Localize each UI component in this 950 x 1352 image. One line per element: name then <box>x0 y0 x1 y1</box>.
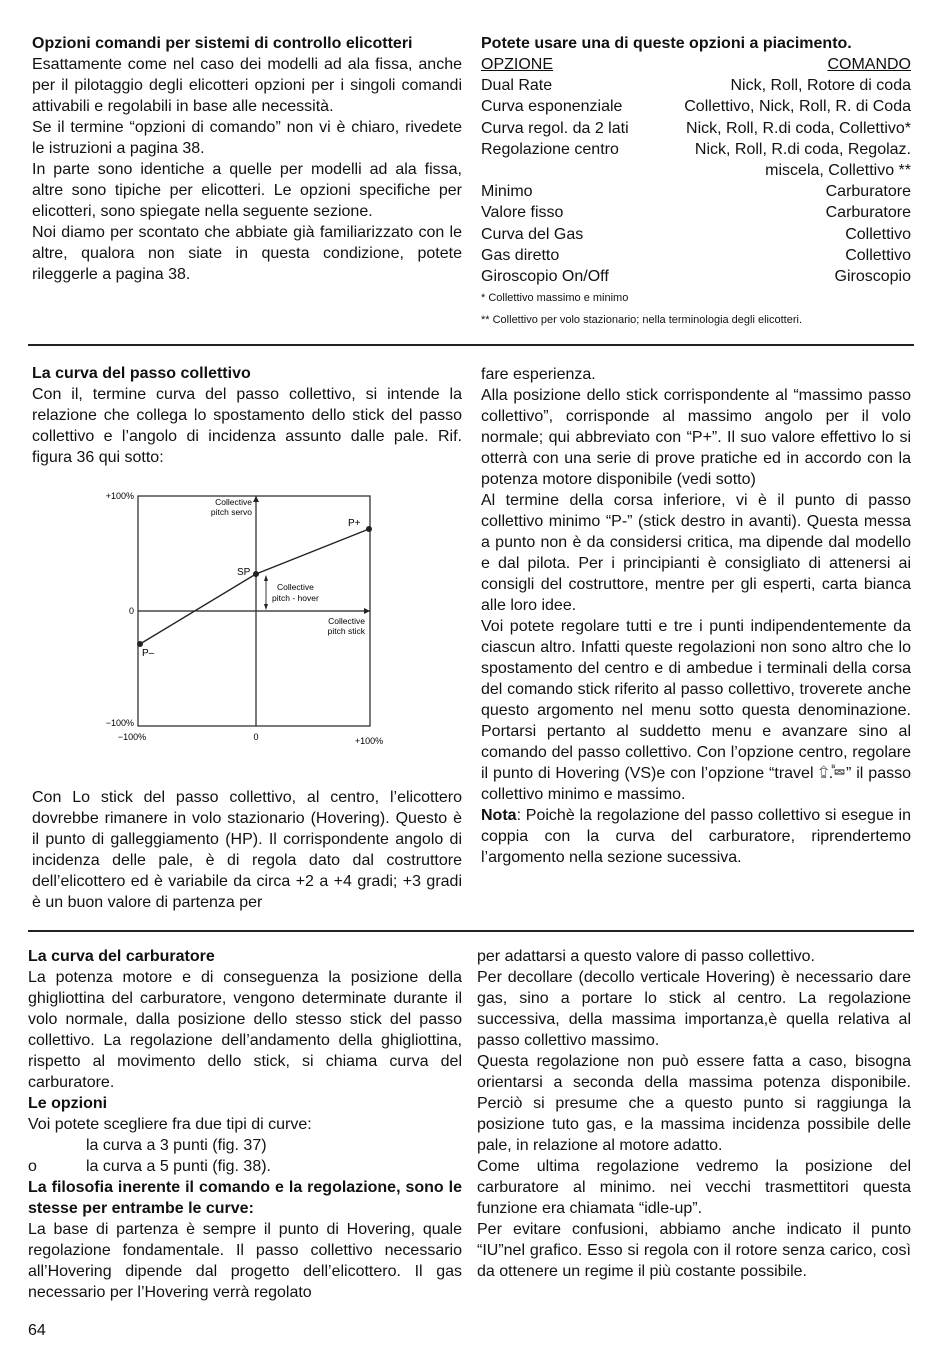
command-cell: Nick, Roll, R.di coda, Collettivo* <box>686 119 911 137</box>
paragraph: Con Lo stick del passo collettivo, al centro, l’elicottero dovrebbe rimanere in volo stazionario (Hovering). Questo è il punto di galleggiamento (HP). Il corrispondente angolo di incidenza delle pale, è di regola dato dal costruttore dell’elicottero ed è variabile da circa +2 a +4 gradi; +3 gradi è un buon valore di partenza per <box>32 789 462 911</box>
paragraph: La base di partenza è sempre il punto di Hovering, quale regolazione fondamentale. Il passo collettivo necessario all’Hovering dipende dal progetto dell’elicottero. Il gas necessario per l’Hovering verrà regolato <box>28 1221 462 1301</box>
hover-label-line1: Collective <box>277 582 314 592</box>
paragraph: per adattarsi a questo valore di passo collettivo. <box>477 948 815 965</box>
note-text: : Poichè la regolazione del passo collettivo si esegue in coppia con la curva del carburatore, riprendertemo l’argomento nella sezione sucessiva. <box>481 807 911 866</box>
stick-label-line2: pitch stick <box>327 626 365 636</box>
option-cell: Valore fisso <box>481 204 564 222</box>
section3-left-column <box>28 946 462 1303</box>
table-row <box>481 160 911 181</box>
footnote-1: * Collettivo massimo e minimo <box>481 292 629 305</box>
command-cell: Giroscopio <box>834 268 911 286</box>
axis-arrow-icon <box>364 608 370 614</box>
section2-left-column <box>32 363 462 468</box>
paragraph: Per evitare confusioni, abbiamo anche indicato il punto “IU”nel grafico. Esso si regola con il rotore senza carico, così da ottenere un regime il più costante possibile. <box>477 1221 911 1280</box>
list-item <box>28 1156 462 1177</box>
x-mid-label: 0 <box>253 732 259 742</box>
paragraph: Voi potete regolare tutti e tre i punti indipendentemente da ciascun altro. Infatti queste regolazioni non sono altro che lo spostamento del centro e di ambedue i terminali della corsa del comando stick riferito al passo collettivo, troverete anche questo argomento nel menu sotto questa denominazione. Portarsi pertanto al suddetto menu e avanzare sino al comando del passo collettivo. Con l’opzione centro, regolare il punto di Hovering (VS)e con l’opzione “travel ⮸.ⷡ⮹” il passo collettivo minimo e massimo. <box>481 618 911 803</box>
paragraph: Esattamente come nel caso dei modelli ad ala fissa, anche per il pilotaggio degli elicotteri opzioni per i singoli comandi attivabili e regolabili in base alle necessità. <box>32 56 462 115</box>
note-paragraph <box>481 805 911 868</box>
option-cell <box>481 160 651 181</box>
table-row <box>481 75 911 96</box>
section2-right-column <box>481 364 911 868</box>
section1-right-column <box>481 33 911 331</box>
paragraph: La potenza motore e di conseguenza la posizione della ghigliottina del carburatore, vengono determinate durante il volo normale, dalla posizione dello stesso stick del passo collettivo. La regolazione dell’andamento della ghigliottina, rispetto al movimento dello stick, si chiama curva del carburatore. <box>28 969 462 1091</box>
option-cell: Minimo <box>481 183 533 201</box>
option-cell: Curva regol. da 2 lati <box>481 119 629 137</box>
option-cell: Curva esponenziale <box>481 98 623 116</box>
section1-left-column <box>32 33 462 285</box>
table-row <box>481 245 911 266</box>
arrow-down-icon <box>264 604 268 610</box>
p-minus-label: P– <box>142 648 155 659</box>
table-row <box>481 96 911 117</box>
paragraph: fare esperienza. <box>481 366 596 383</box>
option-cell: Giroscopio On/Off <box>481 268 609 286</box>
command-cell: Collettivo <box>845 225 911 243</box>
options-heading: Opzioni comandi per sistemi di controllo elicotteri <box>32 35 413 52</box>
list-item: la curva a 3 punti (fig. 37) <box>86 1137 267 1154</box>
paragraph: Voi potete scegliere fra due tipi di curve: <box>28 1116 312 1133</box>
table-row <box>481 224 911 245</box>
paragraph: Questa regolazione non può essere fatta a caso, bisogna orientarsi a seconda della massima potenza disponibile. Perciò si presume che a questo punto si raggiunga la posizione tuto gas, e la massima incidenza possibile delle pale, in relazione al motore adatto. <box>477 1053 911 1154</box>
note-label: Nota <box>481 807 517 824</box>
paragraph: Con il, termine curva del passo collettivo, si intende la relazione che collega lo spostamento dello stick del passo collettivo e l’angolo di incidenza assunto dalle pale. Rif. figura 36 qui sotto: <box>32 386 462 466</box>
table-header-row <box>481 54 911 75</box>
table-row <box>481 139 911 160</box>
axis-arrow-icon <box>253 496 259 502</box>
option-cell: Gas diretto <box>481 246 560 264</box>
collective-pitch-heading: La curva del passo collettivo <box>32 365 251 382</box>
table-row <box>481 266 911 287</box>
option-cell: Curva del Gas <box>481 225 584 243</box>
philosophy-subheading: La filosofia inerente il comando e la regolazione, sono le stesse per entrambe le curve: <box>28 1179 462 1217</box>
servo-label-line2: pitch servo <box>210 507 252 517</box>
table-row <box>481 118 911 139</box>
command-cell: Carburatore <box>825 183 911 201</box>
paragraph: Per decollare (decollo verticale Hovering) è necessario dare gas, sino a portare lo stick al centro. La regolazione successiva, della massima importanza,è quella relativa al passo collettivo massimo. <box>477 969 911 1049</box>
p-plus-label: P+ <box>348 518 361 529</box>
arrow-up-icon <box>264 575 268 581</box>
section-divider <box>28 344 914 346</box>
section-divider <box>28 930 914 932</box>
command-cell: Nick, Roll, R.di coda, Regolaz. <box>694 140 911 158</box>
p-minus-point <box>137 641 143 647</box>
hover-label-line2: pitch - hover <box>272 593 319 603</box>
p-plus-point <box>366 526 372 532</box>
paragraph: Come ultima regolazione vedremo la posizione del carburatore al minimo. nei vecchi trasmettitori questa funzione era chiamata “idle-up”. <box>477 1158 911 1217</box>
table-row <box>481 202 911 223</box>
paragraph: Alla posizione dello stick corrispondente al “massimo passo collettivo”, corrisponde al massimo angolo per il volo normale; qui abbreviato con “P+”. Il suo valore effettivo lo si otterrà con una serie di prove pratiche ed in accordo con la potenza motore disponibile (vedi sotto) <box>481 387 911 488</box>
options-table-heading: Potete usare una di queste opzioni a piacimento. <box>481 35 852 52</box>
command-cell: Collettivo, Nick, Roll, R. di Coda <box>684 98 911 116</box>
list-bullet: o <box>28 1158 37 1175</box>
carburetor-curve-heading: La curva del carburatore <box>28 948 215 965</box>
y-mid-label: 0 <box>128 606 134 616</box>
collective-pitch-figure <box>80 482 410 747</box>
page-number: 64 <box>28 1322 46 1339</box>
table-row <box>481 181 911 202</box>
command-cell: Nick, Roll, Rotore di coda <box>730 77 911 95</box>
command-cell: miscela, Collettivo ** <box>765 162 911 180</box>
x-left-label: −100% <box>117 732 147 742</box>
stick-label-line1: Collective <box>328 616 365 626</box>
y-top-label: +100% <box>105 491 134 501</box>
paragraph: In parte sono identiche a quelle per modelli ad ala fissa, altre sono tipiche per elicotteri. Le opzioni specifiche per elicotteri, sono spiegate nella seguente sezione. <box>32 161 462 220</box>
column-header-option: OPZIONE <box>481 56 554 73</box>
option-cell: Regolazione centro <box>481 140 619 158</box>
servo-label-line1: Collective <box>215 497 252 507</box>
paragraph: Al termine della corsa inferiore, vi è il punto di passo collettivo minimo “P-” (stick destro in avanti). Questa messa a punto non è da considersi critica, ma dipende dal modello e dal pilota. Per i principianti è consigliato di attenersi ai consigli del costruttore, mentre per gli esperti, carta bianca alle loro idee. <box>481 492 911 614</box>
options-table <box>481 54 911 287</box>
command-cell: Carburatore <box>825 204 911 222</box>
list-item-text: la curva a 5 punti (fig. 38). <box>86 1158 271 1175</box>
option-cell: Dual Rate <box>481 77 553 95</box>
command-cell: Collettivo <box>845 246 911 264</box>
footnote-2: ** Collettivo per volo stazionario; nella terminologia degli elicotteri. <box>481 314 802 327</box>
sp-point <box>253 571 259 577</box>
x-right-label: +100% <box>354 736 384 746</box>
y-bot-label: −100% <box>105 718 134 728</box>
paragraph: Se il termine “opzioni di comando” non vi è chiaro, rivedete le istruzioni a pagina 38. <box>32 119 462 157</box>
column-header-command: COMANDO <box>827 56 911 73</box>
sp-label: SP <box>237 567 251 578</box>
section3-right-column <box>477 946 911 1282</box>
paragraph: Noi diamo per scontato che abbiate già familiarizzato con le altre, qualora non siate in questa condizione, potete rileggerle a pagina 38. <box>32 224 462 283</box>
options-subheading: Le opzioni <box>28 1095 108 1112</box>
section2-left-continued <box>32 787 462 913</box>
